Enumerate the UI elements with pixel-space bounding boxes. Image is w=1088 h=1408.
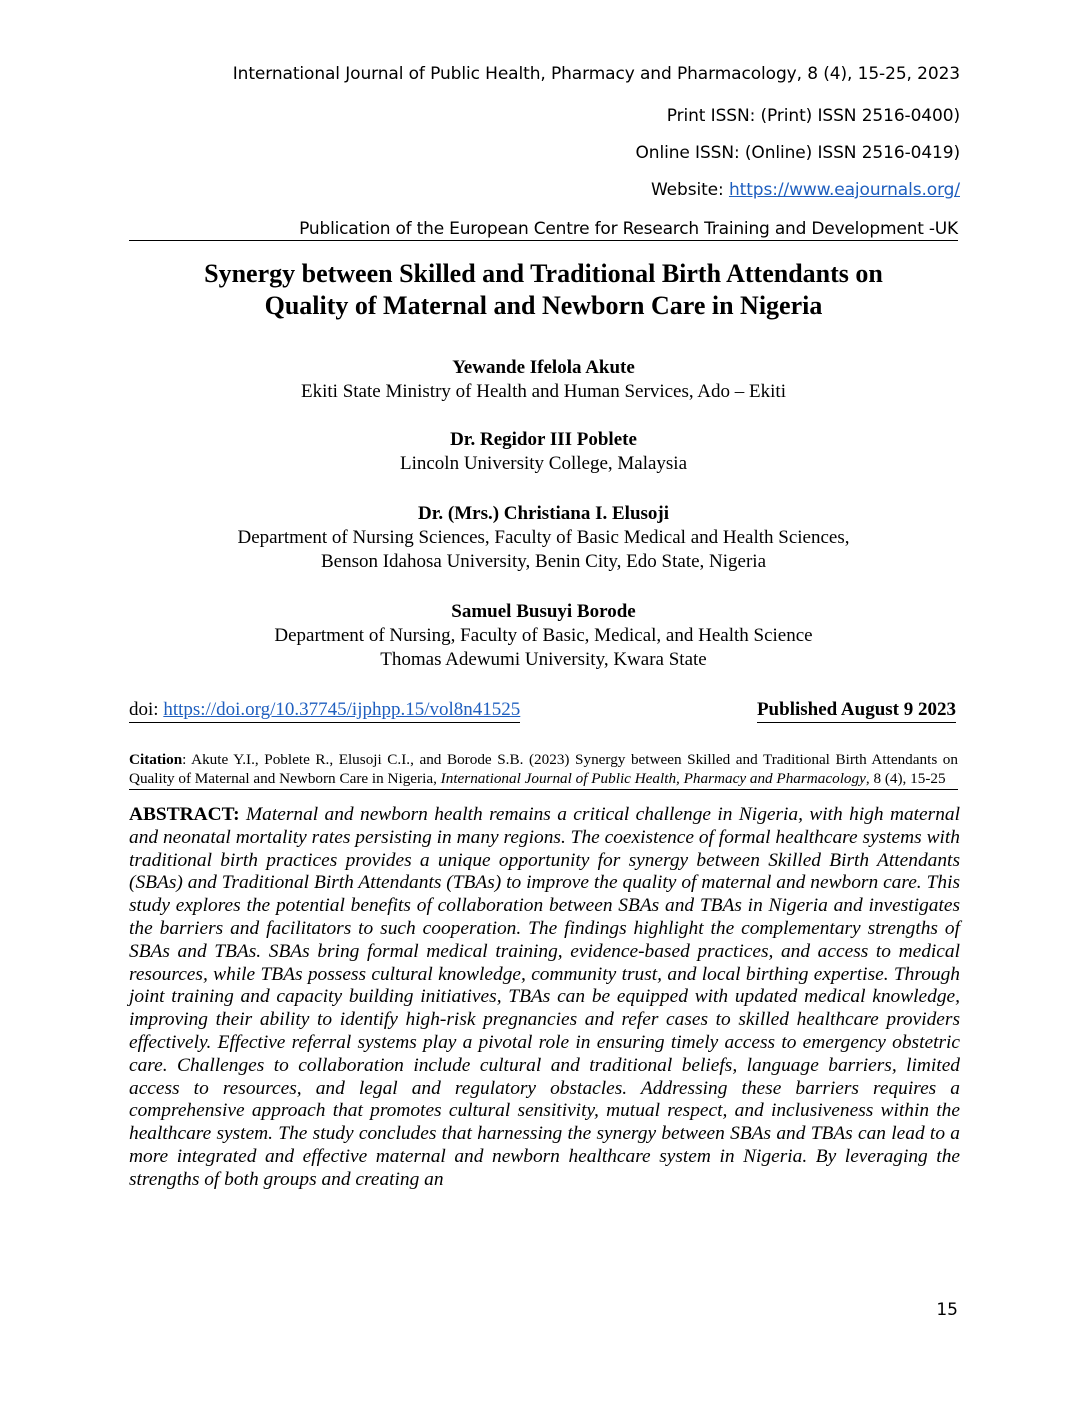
citation-text: : Akute Y.I., Poblete R., Elusoji C.I., and Borode S.B. (2023) Synergy between Skilled and Traditional Birth Attendants on Quality of Maternal and Newborn Care in Nigeria,	[129, 751, 958, 787]
doi-row	[129, 698, 956, 723]
website-label: Website:	[650, 180, 729, 200]
citation-tail: , 8 (4), 15-25	[865, 770, 946, 787]
author-name: Dr. Regidor III Poblete	[450, 429, 637, 450]
print-issn: Print ISSN: (Print) ISSN 2516-0400)	[666, 106, 960, 126]
website-link[interactable]: https://www.eajournals.org/	[728, 180, 960, 200]
abstract-text: Maternal and newborn health remains a critical challenge in Nigeria, with high maternal and neonatal mortality rates persisting in many regions. The coexistence of formal healthcare systems with traditional birth practices provides a unique opportunity for synergy between Skilled Birth Attendants (SBAs) and Traditional Birth Attendants (TBAs) to improve the quality of maternal and newborn care. This study explores the potential benefits of collaboration between SBAs and TBAs in Nigeria and investigates the barriers and facilitators to such cooperation. The findings highlight the complementary strengths of SBAs and TBAs. SBAs bring formal medical training, evidence-based practices, and access to medical resources, while TBAs possess cultural knowledge, community trust, and local birthing expertise. Through joint training and capacity building initiatives, TBAs can be equipped with updated medical knowledge, improving their ability to identify high-risk pregnancies and refer cases to skilled healthcare providers effectively. Effective referral systems play a pivotal role in ensuring timely access to emergency obstetric care. Challenges to collaboration include cultural and traditional beliefs, language barriers, limited access to resources, and legal and regulatory obstacles. Addressing these barriers requires a comprehensive approach that promotes cultural sensitivity, mutual respect, and inclusiveness within the healthcare system. The study concludes that harnessing the synergy between SBAs and TBAs can lead to a more integrated and effective maternal and newborn healthcare system in Nigeria. By leveraging the strengths of both groups and creating an	[129, 804, 960, 1190]
author-block-1	[129, 356, 958, 404]
author-affiliation: Department of Nursing, Faculty of Basic, Medical, and Health Science	[274, 625, 813, 646]
author-affiliation: Ekiti State Ministry of Health and Human Services, Ado – Ekiti	[301, 381, 786, 402]
author-name: Samuel Busuyi Borode	[451, 601, 636, 622]
doi	[129, 698, 520, 723]
doi-link[interactable]: https://doi.org/10.37745/ijphpp.15/vol8n41525	[163, 699, 521, 720]
author-block-2	[129, 428, 958, 476]
doi-label: doi:	[129, 699, 164, 720]
author-affiliation: Department of Nursing Sciences, Faculty of Basic Medical and Health Sciences,	[237, 527, 850, 548]
paper-title	[129, 258, 958, 322]
abstract-label: ABSTRACT:	[129, 804, 240, 825]
publisher-line: Publication of the European Centre for Research Training and Development -UK	[129, 218, 958, 241]
page-number: 15	[936, 1300, 958, 1320]
abstract	[129, 804, 960, 1192]
citation-label: Citation	[129, 751, 183, 768]
journal-citation-header: International Journal of Public Health, Pharmacy and Pharmacology, 8 (4), 15-25, 2023	[232, 64, 960, 84]
online-issn: Online ISSN: (Online) ISSN 2516-0419)	[635, 143, 960, 163]
published-date: Published August 9 2023	[757, 698, 956, 723]
author-block-3	[129, 502, 958, 574]
author-name: Dr. (Mrs.) Christiana I. Elusoji	[417, 503, 670, 524]
author-affiliation: Benson Idahosa University, Benin City, Edo State, Nigeria	[320, 551, 766, 572]
title-line-1: Synergy between Skilled and Traditional Birth Attendants on	[204, 259, 883, 288]
author-name: Yewande Ifelola Akute	[452, 357, 635, 378]
author-block-4	[129, 600, 958, 672]
website-line	[651, 180, 960, 200]
citation-journal: International Journal of Public Health, Pharmacy and Pharmacology	[440, 770, 866, 787]
citation	[129, 750, 958, 790]
author-affiliation: Thomas Adewumi University, Kwara State	[380, 649, 707, 670]
title-line-2: Quality of Maternal and Newborn Care in Nigeria	[264, 291, 823, 320]
author-affiliation: Lincoln University College, Malaysia	[399, 453, 688, 474]
